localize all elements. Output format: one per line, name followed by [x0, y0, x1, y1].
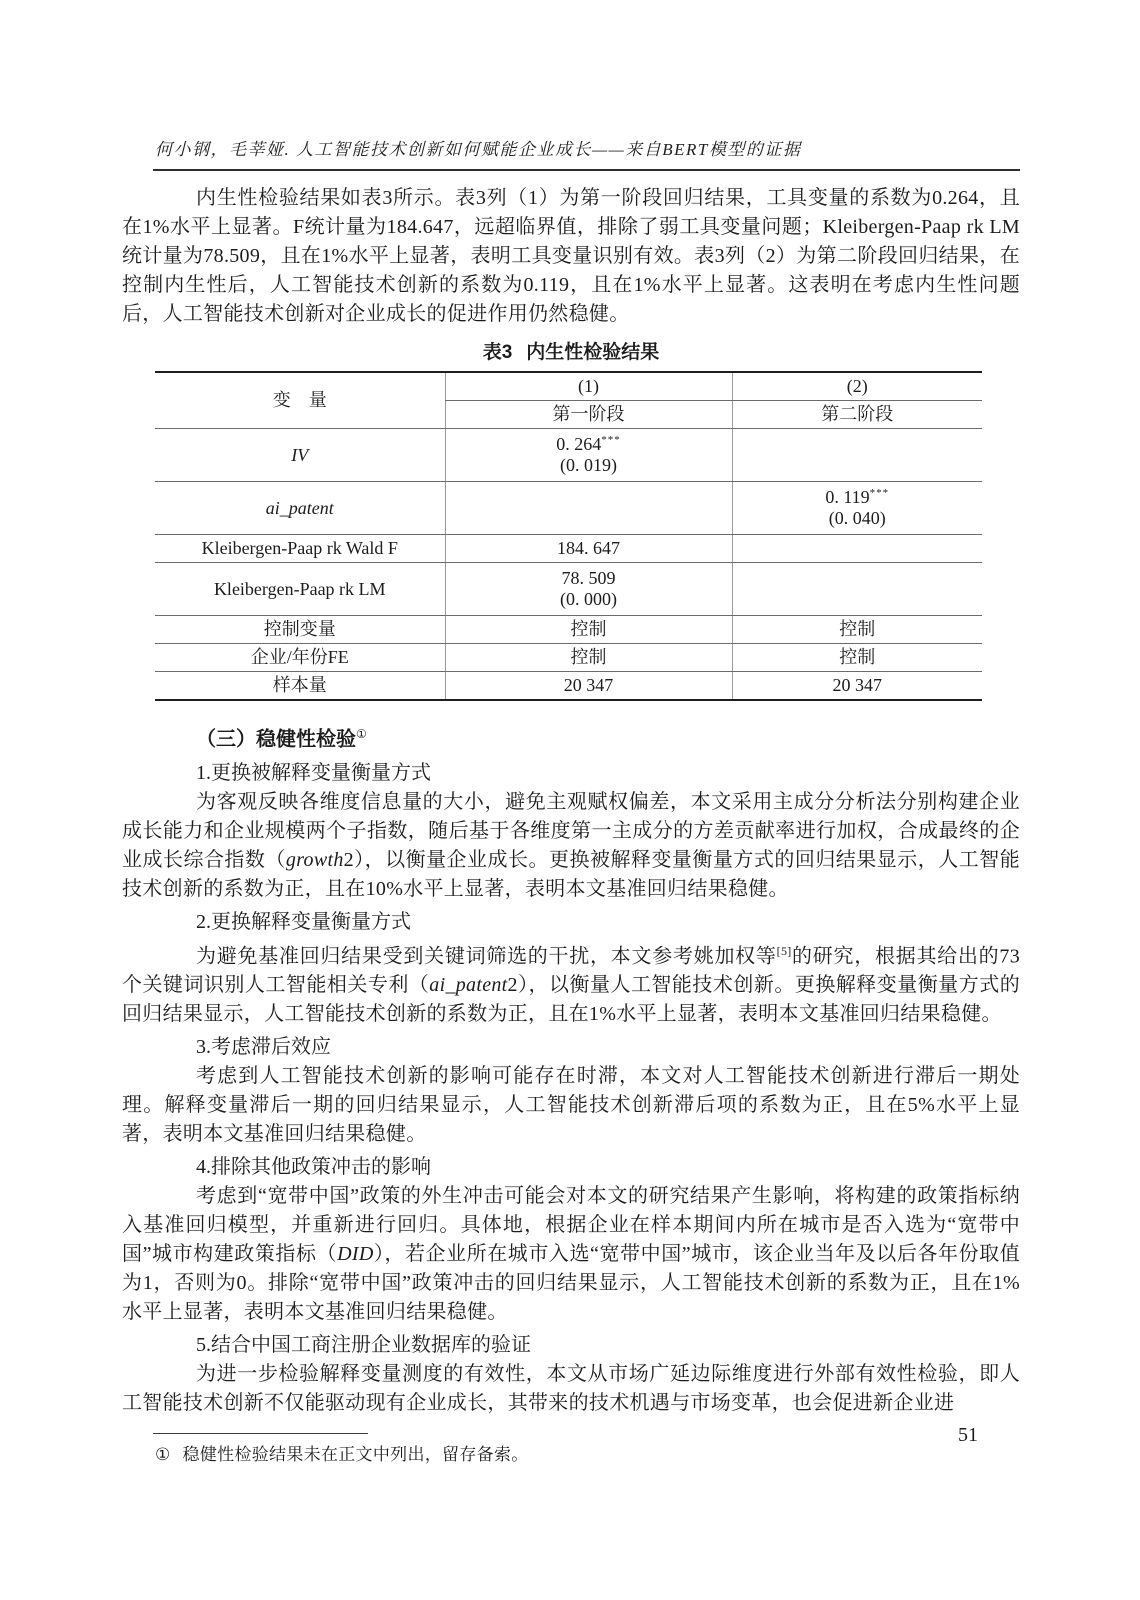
header-col2-stage: 第二阶段 [732, 401, 982, 429]
row-label: Kleibergen-Paap rk Wald F [155, 535, 445, 563]
intro-paragraph: 内生性检验结果如表3所示。表3列（1）为第一阶段回归结果，工具变量的系数为0.264，且在1%水平上显著。F统计量为184.647，远超临界值，排除了弱工具变量问题；Kleibergen-Paap rk LM统计量为78.509，且在1%水平上显著，表明工具变量识别有效。表3列（2）为第二阶段回归结果，在控制内生性后，人工智能技术创新的系数为0.119，且在1%水平上显著。这表明在考虑内生性问题后，人工智能技术创新对企业成长的促进作用仍然稳健。 [122, 187, 1020, 325]
cell-col1: 0. 264*** (0. 019) [445, 429, 732, 482]
table-row [155, 535, 982, 563]
section-heading-robustness: （三）稳健性检验① [196, 727, 367, 751]
table-row [155, 644, 982, 672]
header-col1-stage: 第一阶段 [445, 401, 732, 429]
row-label: IV [155, 429, 445, 482]
header-rule [153, 169, 1020, 171]
row-label: Kleibergen-Paap rk LM [155, 563, 445, 616]
cell-col2 [732, 535, 982, 563]
subheading-3: 3.考虑滞后效应 [196, 1036, 331, 1059]
table-row [155, 429, 982, 482]
row-label: 企业/年份FE [155, 644, 445, 672]
header-variable: 变 量 [155, 372, 445, 429]
footnote-marker: ① [155, 1445, 171, 1465]
header-col2-num: (2) [732, 372, 982, 401]
subheading-5: 5.结合中国工商注册企业数据库的验证 [196, 1334, 531, 1357]
cell-col1: 控制 [445, 616, 732, 644]
table-label: 表3 [482, 342, 513, 363]
cell-col2: 0. 119*** (0. 040) [732, 482, 982, 535]
table-title [122, 340, 1020, 366]
table-title-text: 内生性检验结果 [526, 342, 660, 363]
cell-col1: 78. 509 (0. 000) [445, 563, 732, 616]
subheading-2: 2.更换解释变量衡量方式 [196, 910, 411, 933]
cell-col1: 184. 647 [445, 535, 732, 563]
subheading-4: 4.排除其他政策冲击的影响 [196, 1156, 431, 1179]
cell-col1: 20 347 [445, 672, 732, 701]
cell-col2: 控制 [732, 644, 982, 672]
paragraph-5: 为进一步检验解释变量测度的有效性，本文从市场广延边际维度进行外部有效性检验，即人工智能技术创新不仅能驱动现有企业成长，其带来的技术机遇与市场变革，也会促进新企业进 [122, 1363, 1020, 1415]
header-col1-num: (1) [445, 372, 732, 401]
footnote-text: 稳健性检验结果未在正文中列出，留存备索。 [182, 1445, 529, 1465]
row-label: ai_patent [155, 482, 445, 535]
citation-ref-5: [5] [776, 943, 792, 958]
cell-col2 [732, 563, 982, 616]
footnote-rule [153, 1433, 368, 1434]
cell-col2: 控制 [732, 616, 982, 644]
footnote-ref-1: ① [356, 727, 367, 741]
paragraph-4: 考虑到“宽带中国”政策的外生冲击可能会对本文的研究结果产生影响，将构建的政策指标纳入基准回归模型，并重新进行回归。具体地，根据企业在样本期间内所在城市是否入选为“宽带中国”城市构建政策指标（DID），若企业所在城市入选“宽带中国”城市，该企业当年及以后各年份取值为1，否则为0。排除“宽带中国”政策冲击的回归结果显示，人工智能技术创新的系数为正，且在1%水平上显著，表明本文基准回归结果稳健。 [122, 1185, 1020, 1324]
row-label: 控制变量 [155, 616, 445, 644]
row-label: 样本量 [272, 675, 327, 695]
table-row [155, 563, 982, 616]
table-header-row-1 [155, 372, 982, 401]
table-row [155, 482, 982, 535]
cell-col1: 控制 [445, 644, 732, 672]
paragraph-3: 考虑到人工智能技术创新的影响可能存在时滞，本文对人工智能技术创新进行滞后一期处理。解释变量滞后一期的回归结果显示，人工智能技术创新滞后项的系数为正，且在5%水平上显著，表明本文基准回归结果稳健。 [122, 1065, 1020, 1146]
cell-col2 [732, 429, 982, 482]
table-row [155, 672, 982, 701]
footnote [155, 1443, 1020, 1467]
page-number: 51 [958, 1424, 978, 1446]
subheading-1: 1.更换被解释变量衡量方式 [196, 761, 431, 784]
running-head: 何小钢，毛莘娅. 人工智能技术创新如何赋能企业成长——来自BERT模型的证据 [155, 140, 802, 159]
cell-col2: 20 347 [732, 672, 982, 701]
paragraph-1: 为客观反映各维度信息量的大小，避免主观赋权偏差，本文采用主成分分析法分别构建企业成长能力和企业规模两个子指数，随后基于各维度第一主成分的方差贡献率进行加权，合成最终的企业成长综合指数（growth2），以衡量企业成长。更换被解释变量衡量方式的回归结果显示，人工智能技术创新的系数为正，且在10%水平上显著，表明本文基准回归结果稳健。 [122, 790, 1020, 900]
paragraph-2: 为避免基准回归结果受到关键词筛选的干扰，本文参考姚加权等[5]的研究，根据其给出的73个关键词识别人工智能相关专利（ai_patent2），以衡量人工智能技术创新。更换解释变量衡量方式的回归结果显示，人工智能技术创新的系数为正，且在1%水平上显著，表明本文基准回归结果稳健。 [122, 943, 1020, 1026]
page-content [122, 140, 1020, 1467]
cell-col1 [445, 482, 732, 535]
endogeneity-table [155, 371, 982, 701]
table-row [155, 616, 982, 644]
